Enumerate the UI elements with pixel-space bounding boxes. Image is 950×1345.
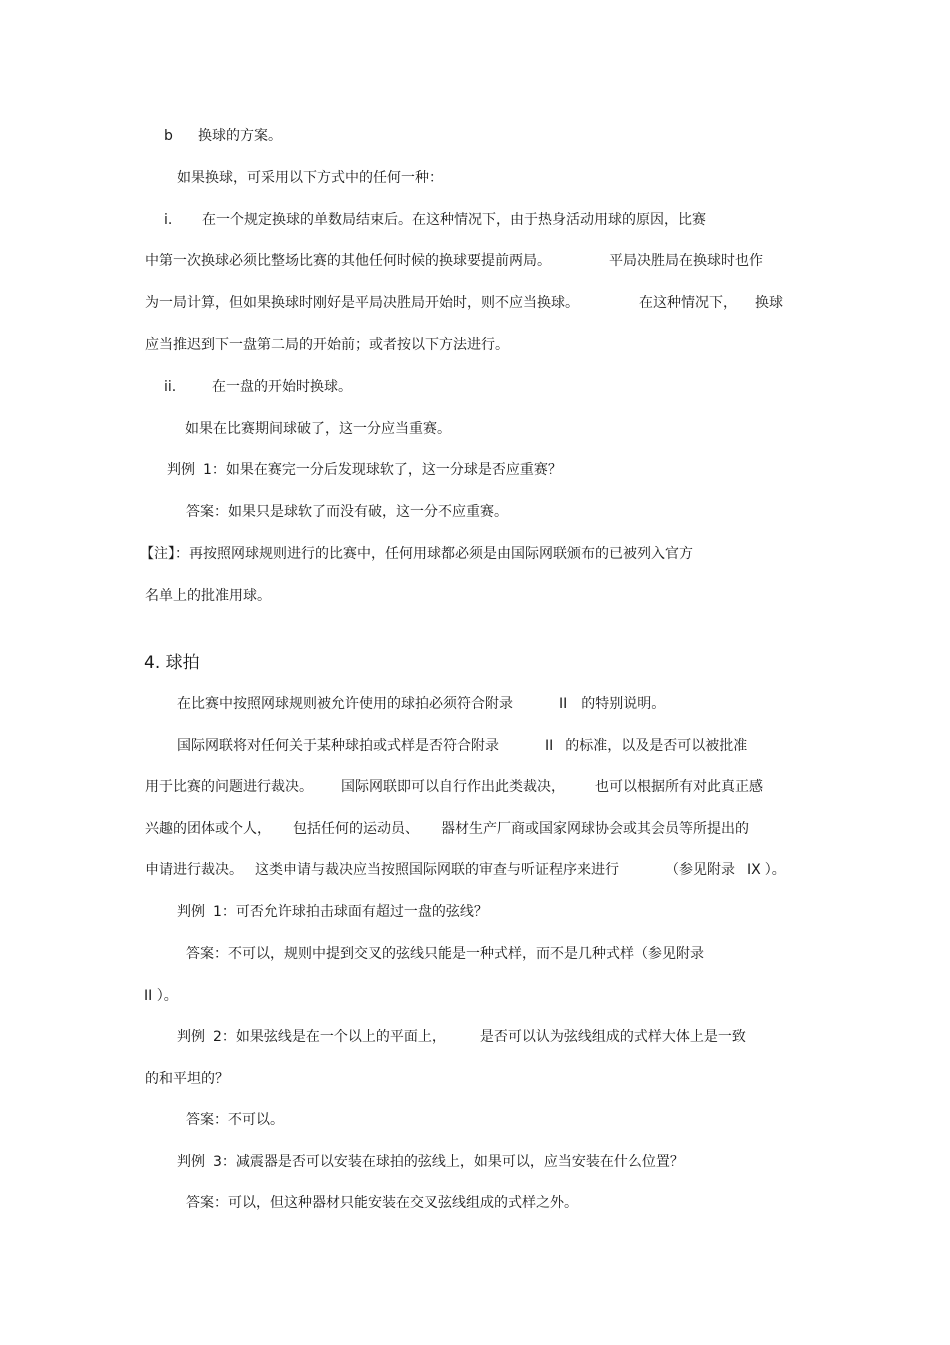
case-ball-number: 1：	[203, 462, 226, 478]
item-i-text-2b: 平局决胜局在换球时也作	[609, 253, 763, 269]
case-r2-label: 判例	[177, 1029, 205, 1045]
racket-p2-text-1a: 国际网联将对任何关于某种球拍或式样是否符合附录	[177, 738, 499, 754]
racket-paragraph-2-line-4	[145, 860, 786, 880]
note-label: 【注】：	[140, 546, 189, 562]
case-ball-label: 判例	[167, 462, 195, 478]
item-i-text-1: 在一个规定换球的单数局结束后。在这种情况下，由于热身活动用球的原因，比赛	[202, 212, 706, 228]
racket-p2-text-3b: 包括任何的运动员、	[293, 821, 419, 837]
intro-paragraph: 如果换球，可采用以下方式中的任何一种：	[177, 170, 443, 186]
section-b-line	[164, 126, 282, 146]
racket-p1-text-a: 在比赛中按照网球规则被允许使用的球拍必须符合附录	[177, 696, 513, 712]
case-r1-question	[177, 902, 488, 922]
item-ii-line	[164, 377, 352, 397]
item-i-line-2	[145, 251, 763, 271]
case-r3-label: 判例	[177, 1154, 205, 1170]
racket-paragraph-2-line-3	[145, 819, 749, 839]
item-i-line-1	[164, 210, 706, 230]
case-r2-question-b: 是否可以认为弦线组成的式样大体上是一致	[479, 1029, 746, 1045]
case-r1-question-text: 可否允许球拍击球面有超过一盘的弦线？	[235, 904, 488, 920]
case-r2-number: 2：	[213, 1029, 236, 1045]
case-r2-question-line-2: 的和平坦的？	[145, 1071, 229, 1087]
racket-p2-text-4b: 这类申请与裁决应当按照国际网联的审查与听证程序来进行	[255, 862, 619, 878]
item-i-text-3b: 在这种情况下，	[639, 295, 737, 311]
racket-p2-text-1c: 的标准，以及是否可以被批准	[565, 738, 748, 754]
racket-p2-text-4c: （参见附录	[665, 862, 735, 878]
racket-p2-text-4a: 申请进行裁决。	[145, 862, 243, 878]
case-r3-answer: 答案：可以，但这种器材只能安装在交叉弦线组成的式样之外。	[186, 1195, 578, 1211]
item-i-text-3c: 换球	[755, 295, 783, 311]
item-i-text-2a: 中第一次换球必须比整场比赛的其他任何时候的换球要提前两局。	[145, 253, 551, 269]
item-i-marker: i.	[164, 212, 173, 228]
racket-p2-text-2b: 国际网联即可以自行作出此类裁决，	[341, 779, 565, 795]
note-line-1	[140, 544, 693, 564]
case-r1-answer-line-2: II ）。	[144, 988, 178, 1004]
case-r3-question-text: 减震器是否可以安装在球拍的弦线上，如果可以，应当安装在什么位置？	[235, 1154, 684, 1170]
item-i-text-3a: 为一局计算，但如果换球时刚好是平局决胜局开始时，则不应当换球。	[145, 295, 579, 311]
case-r2-question	[177, 1027, 746, 1047]
case-ball-question-text: 如果在赛完一分后发现球软了，这一分球是否应重赛？	[225, 462, 562, 478]
case-r1-label: 判例	[177, 904, 205, 920]
note-line-2: 名单上的批准用球。	[145, 588, 271, 604]
case-ball-question	[167, 460, 562, 480]
item-ii-text: 在一盘的开始时换球。	[212, 379, 352, 395]
racket-p1-appendix: II	[559, 696, 568, 712]
case-r3-number: 3：	[213, 1154, 236, 1170]
case-r2-question-a: 如果弦线是在一个以上的平面上，	[235, 1029, 446, 1045]
section-b-marker: b	[164, 128, 173, 144]
racket-paragraph-2-line-2	[145, 777, 763, 797]
racket-p2-text-4e: ）。	[764, 862, 786, 878]
racket-p2-appendix: II	[545, 738, 554, 754]
racket-p2-text-3c: 器材生产厂商或国家网球协会或其会员等所提出的	[441, 821, 749, 837]
broken-ball-paragraph: 如果在比赛期间球破了，这一分应当重赛。	[185, 421, 451, 437]
item-i-line-4: 应当推迟到下一盘第二局的开始前；或者按以下方法进行。	[145, 337, 509, 353]
case-ball-answer: 答案：如果只是球软了而没有破，这一分不应重赛。	[186, 504, 508, 520]
racket-p2-text-2a: 用于比赛的问题进行裁决。	[145, 779, 313, 795]
racket-paragraph-2-line-1	[177, 736, 747, 756]
case-r3-question	[177, 1152, 684, 1172]
note-text-1: 再按照网球规则进行的比赛中，任何用球都必须是由国际网联颁布的已被列入官方	[189, 546, 693, 562]
racket-p1-text-c: 的特别说明。	[581, 696, 666, 712]
section-b-title: 换球的方案。	[198, 128, 282, 144]
racket-paragraph-1	[177, 694, 665, 714]
case-r1-answer-line-1: 答案：不可以，规则中提到交叉的弦线只能是一种式样，而不是几种式样（参见附录	[186, 946, 704, 962]
racket-p2-text-3a: 兴趣的团体或个人，	[145, 821, 271, 837]
case-r2-answer: 答案：不可以。	[186, 1112, 284, 1128]
racket-p2-text-2c: 也可以根据所有对此真正感	[595, 779, 763, 795]
item-i-line-3	[145, 293, 783, 313]
item-ii-marker: ii.	[164, 379, 177, 395]
section-4-heading: 4. 球拍	[144, 653, 200, 673]
case-r1-number: 1：	[213, 904, 236, 920]
racket-p2-appendix-ix: IX	[747, 862, 761, 878]
